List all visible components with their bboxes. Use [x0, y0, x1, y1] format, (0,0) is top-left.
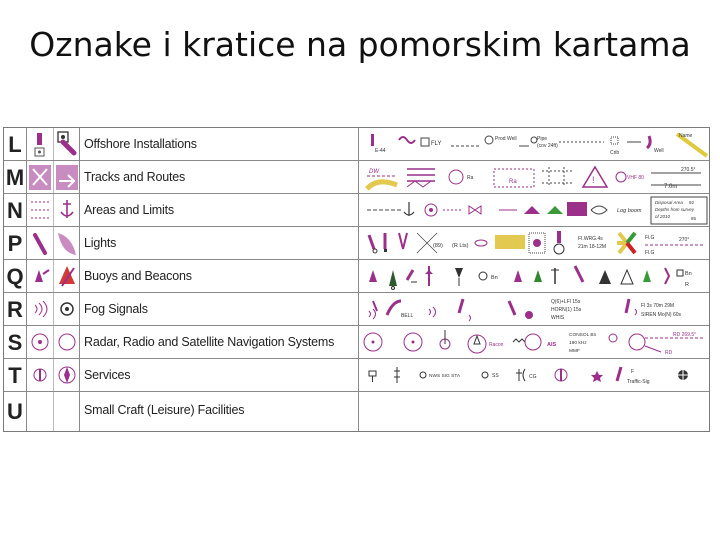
row-letter: U [4, 392, 27, 431]
traffic-separation-icon [27, 161, 54, 193]
svg-text:(cov 24ft): (cov 24ft) [537, 143, 558, 149]
svg-text:190 kHz: 190 kHz [569, 341, 587, 346]
table-row-offshore-installations [4, 128, 709, 161]
mooring-buoy-icon [54, 128, 80, 160]
svg-text:270°: 270° [679, 237, 690, 243]
svg-text:BELL: BELL [401, 313, 414, 319]
lights-examples [358, 227, 709, 259]
row-label: Lights [84, 236, 117, 250]
fog-signal-icon [27, 293, 54, 325]
buoys-examples [358, 260, 709, 292]
svg-text:85: 85 [691, 216, 697, 221]
svg-text:Name: Name [679, 133, 693, 139]
svg-text:7.0m: 7.0m [664, 184, 678, 190]
offshore-examples [358, 128, 709, 160]
svg-text:(89): (89) [433, 243, 443, 249]
svg-text:DW: DW [369, 169, 379, 175]
svg-text:Well: Well [654, 148, 664, 154]
svg-text:CG: CG [529, 374, 537, 380]
routing-arrow-icon [54, 161, 80, 193]
svg-text:SS: SS [492, 373, 499, 379]
table-row-services [4, 359, 709, 392]
page-title: Oznake i kratice na pomorskim kartama [29, 25, 691, 64]
svg-text:RD: RD [665, 350, 673, 356]
svg-text:MMF: MMF [569, 349, 580, 354]
svg-text:Fl.G: Fl.G [645, 235, 655, 241]
svg-text:HORN(1) 15s: HORN(1) 15s [551, 307, 582, 313]
row-letter: L [4, 128, 27, 160]
svg-text:RD 269.5°: RD 269.5° [673, 332, 697, 338]
row-label: Services [84, 368, 131, 382]
row-letter: Q [4, 260, 27, 292]
table-row-tracks-and-routes [4, 161, 709, 194]
table-row-buoys-and-beacons [4, 260, 709, 293]
row-symbol-cell [54, 392, 80, 431]
svg-text:CONSOL Bn: CONSOL Bn [569, 333, 597, 338]
small-craft-examples [358, 392, 709, 431]
svg-text:F: F [631, 369, 635, 375]
svg-text:Ra: Ra [467, 175, 474, 181]
svg-text:21m 18-12M: 21m 18-12M [578, 244, 607, 250]
row-letter: S [4, 326, 27, 358]
beacon-icon [54, 260, 80, 292]
pilot-station-icon [27, 359, 54, 391]
example-e44: E-44 [375, 148, 386, 154]
svg-text:Disposal Area: Disposal Area [655, 200, 683, 205]
light-sector-icon [54, 227, 80, 259]
light-flare-icon [27, 227, 54, 259]
svg-text:92: 92 [689, 200, 695, 205]
svg-text:Bn: Bn [491, 275, 498, 281]
coast-guard-icon [54, 359, 80, 391]
svg-text:Bn: Bn [685, 271, 692, 277]
svg-text:Crib: Crib [610, 150, 620, 156]
radio-examples [358, 326, 709, 358]
table-row-areas-and-limits [4, 194, 709, 227]
chart-symbols-table [3, 127, 710, 432]
svg-text:Racon: Racon [489, 342, 504, 348]
tracks-examples [358, 161, 709, 193]
svg-text:VHF 80: VHF 80 [627, 175, 644, 181]
svg-text:R: R [685, 282, 689, 288]
row-label: Fog Signals [84, 302, 148, 316]
row-symbol-cell [27, 392, 54, 431]
svg-text:Fl 3s 70m 29M: Fl 3s 70m 29M [641, 303, 675, 309]
fog-signal-position-icon [54, 293, 80, 325]
svg-text:270.5°: 270.5° [681, 167, 696, 173]
fog-examples [358, 293, 709, 325]
svg-text:Traffic-Sig: Traffic-Sig [627, 379, 650, 385]
svg-text:AIS: AIS [547, 342, 557, 348]
table-row-radar-radio-satellite [4, 326, 709, 359]
svg-text:(R Lts): (R Lts) [452, 243, 469, 249]
services-examples [358, 359, 709, 391]
row-letter: R [4, 293, 27, 325]
table-row-fog-signals [4, 293, 709, 326]
row-letter: M [4, 161, 27, 193]
svg-text:WHIS: WHIS [551, 315, 565, 321]
row-label: Tracks and Routes [84, 170, 186, 184]
row-label: Radar, Radio and Satellite Navigation Systems [84, 335, 335, 349]
svg-text:of 2010: of 2010 [655, 214, 671, 219]
buoy-icon [27, 260, 54, 292]
offshore-platform-icon [27, 128, 54, 160]
svg-text:Log boom: Log boom [617, 208, 642, 214]
areas-examples [358, 194, 709, 226]
row-letter: N [4, 194, 27, 226]
radar-station-icon [54, 326, 80, 358]
svg-text:FI.WRG.4s: FI.WRG.4s [578, 236, 603, 242]
radio-station-icon [27, 326, 54, 358]
row-label: Offshore Installations [84, 137, 197, 151]
anchorage-icon [54, 194, 80, 226]
svg-text:SIREN Mo(N) 60s: SIREN Mo(N) 60s [641, 312, 682, 318]
svg-text:Pipe: Pipe [537, 136, 548, 142]
restricted-area-icon [27, 194, 54, 226]
row-letter: T [4, 359, 27, 391]
row-label: Areas and Limits [84, 203, 174, 217]
row-label: Small Craft (Leisure) Facilities [84, 403, 245, 417]
svg-text:Fl.G: Fl.G [645, 250, 655, 256]
svg-text:Ra: Ra [509, 179, 517, 185]
svg-text:Prod Well: Prod Well [495, 136, 517, 142]
svg-text:Q(6)+LFl 15s: Q(6)+LFl 15s [551, 299, 581, 305]
svg-text:FLY: FLY [431, 141, 442, 147]
row-label: Buoys and Beacons [84, 269, 192, 283]
svg-text:NWS SIG STA: NWS SIG STA [429, 374, 461, 379]
table-row-small-craft-facilities [4, 392, 709, 431]
table-row-lights [4, 227, 709, 260]
svg-text:Depths from survey: Depths from survey [655, 207, 695, 212]
svg-text:!: ! [592, 175, 595, 185]
row-letter: P [4, 227, 27, 259]
